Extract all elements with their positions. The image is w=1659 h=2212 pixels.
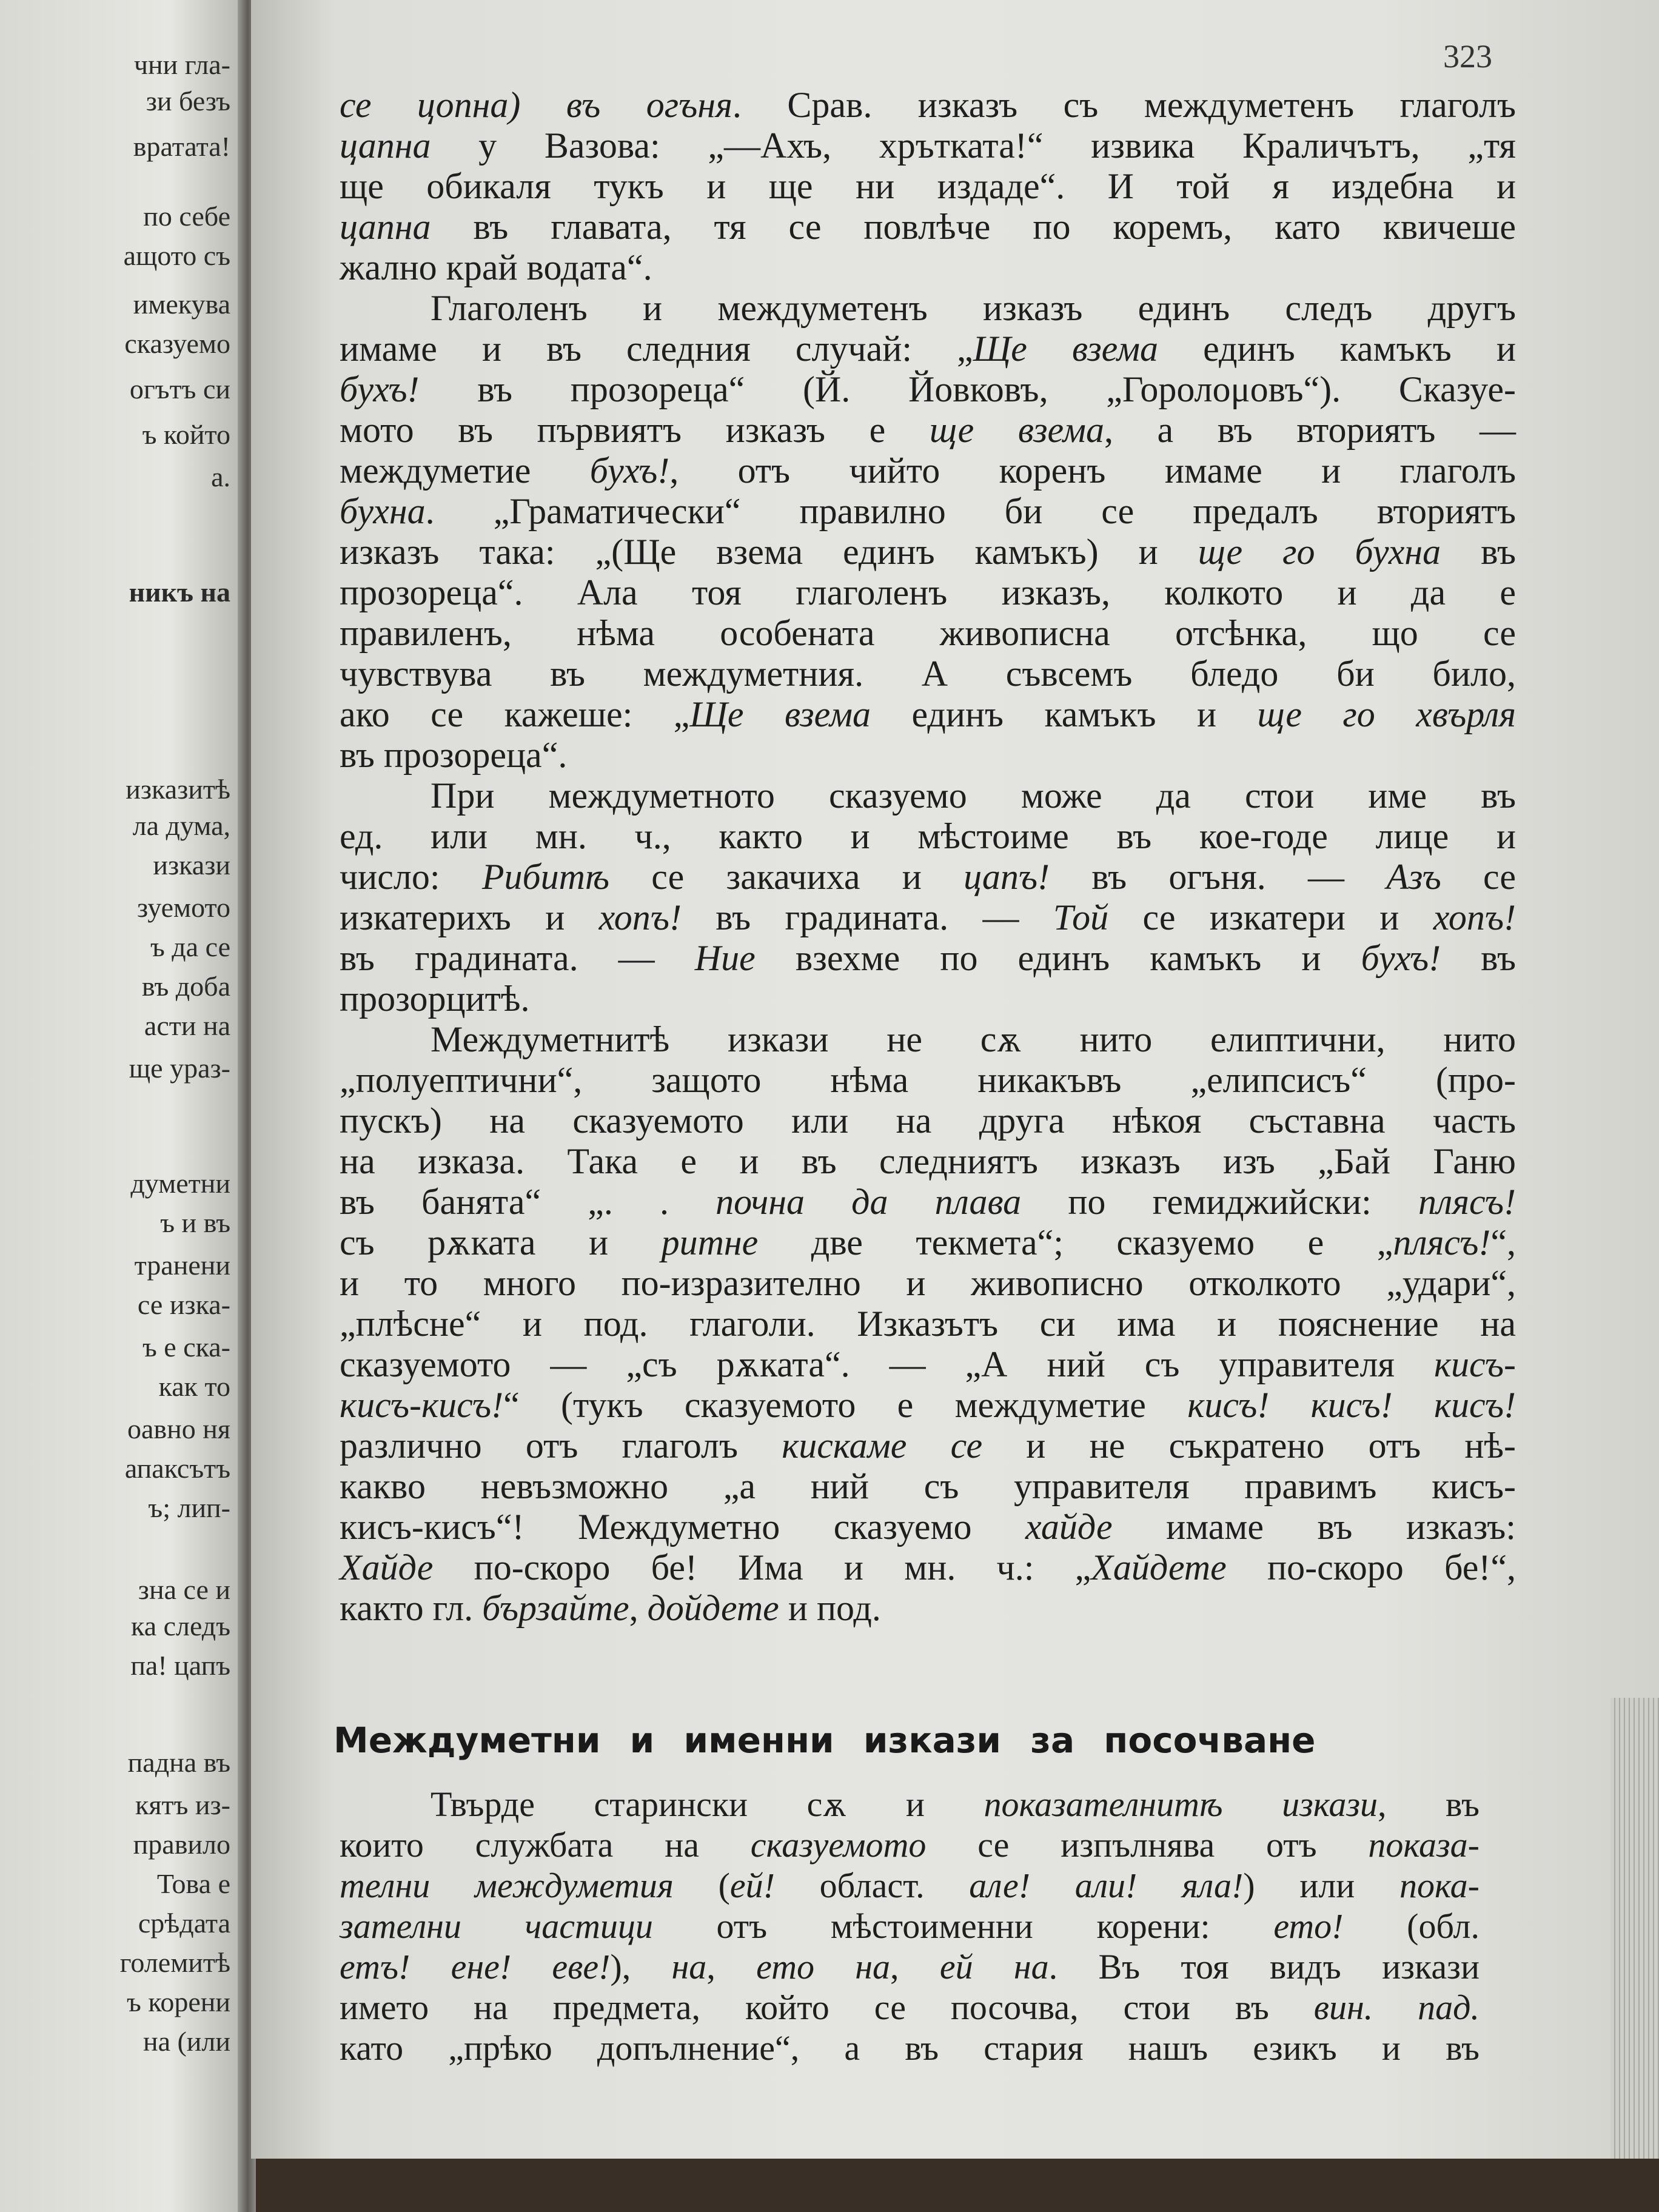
text-line [340,1948,1480,1989]
text-line [340,572,1516,613]
text-segment: кисъ-кисъ“! Междуметно сказуемо [340,1507,1026,1547]
text-segment: прозорцитѣ. [340,979,530,1019]
left-page-line: а. [211,461,230,492]
text-line [340,1101,1516,1141]
text-segment: се изпълнява отъ [926,1825,1369,1865]
text-segment: число: [340,857,482,897]
text-segment: жално край водата“. [340,247,652,287]
italic-segment: бухъ! [1361,938,1441,978]
text-segment: ако се кажеше: „ [340,694,690,734]
left-page-line: правило [133,1829,230,1860]
text-segment: „плѣсне“ и под. глаголи. Изказътъ си има и пояснение на [340,1304,1516,1344]
text-line [340,1786,1480,1826]
text-line [340,816,1516,857]
left-page-line: Това е [156,1868,230,1899]
italic-segment: але! али! яла! [969,1866,1244,1905]
left-page-line: срѣдата [138,1908,230,1939]
text-segment: у Вазова: „—Ахъ, хрътката!“ извика Краличътъ, „тя [431,126,1516,166]
italic-segment: ще взема [929,410,1104,450]
italic-segment: кисъ! кисъ! кисъ! [1187,1385,1516,1425]
text-segment: “ (тукъ сказуемото е междуметие [503,1385,1188,1425]
left-page-line: апаксътъ [124,1453,230,1484]
left-page-line: изказитѣ [126,774,230,805]
text-line [340,1826,1480,1867]
text-segment: „полуептични“, защото нѣма никакъвъ „елипсисъ“ (про- [340,1060,1516,1100]
text-line [340,1426,1516,1466]
text-segment: като „прѣко допълнение“, а въ стария нашъ езикъ и въ [340,2028,1480,2068]
left-page-line: сказуемо [124,328,230,359]
text-segment: въ огъня. — [1050,857,1387,897]
italic-segment: кисъ- [1433,1344,1516,1384]
italic-segment: показа- [1368,1825,1480,1865]
italic-segment: етъ! ене! еве! [340,1947,611,1986]
text-segment: и не съкратено отъ нѣ- [982,1426,1516,1466]
text-line [340,979,1516,1019]
text-line [340,1060,1516,1101]
text-segment: имаме и въ следния случай: „ [340,329,973,369]
text-segment: изказъ така: „(Ще взема единъ камъкъ) и [340,532,1198,572]
italic-segment: Ще взема [689,694,871,734]
text-segment: се изкатери и [1108,897,1433,937]
italic-segment: телни междуметия [340,1866,674,1905]
italic-segment: Ние [694,938,756,978]
section-paragraph [340,1786,1480,2070]
text-segment: междуметие [340,451,590,491]
italic-segment: Той [1053,897,1109,937]
text-line [340,451,1516,491]
italic-segment: показателнитѣ изкази [984,1785,1378,1824]
text-segment: какво невъзможно „а ний съ управителя правимъ кисъ- [340,1466,1516,1506]
text-line [340,1385,1516,1426]
text-segment: на изказа. Така е и въ следниятъ изказъ изъ „Бай Ганю [340,1141,1516,1181]
text-segment: въ главата, тя се повлѣче по коремъ, като квичеше [431,207,1516,247]
text-segment: се [1441,857,1517,897]
text-line [340,1547,1516,1588]
text-segment: При междуметното сказуемо може да стои име въ [431,776,1516,816]
text-line [340,938,1516,979]
text-line [340,1182,1516,1222]
italic-segment: ще го бухна [1198,532,1441,572]
text-line [340,1304,1516,1344]
italic-segment: цапна [340,126,431,166]
italic-segment: хопъ! [598,897,682,937]
left-page-line: транени [134,1250,230,1281]
text-segment: . Въ тоя видъ изкази [1048,1947,1480,1986]
text-segment: ( [673,1866,730,1905]
text-segment: различно отъ глаголъ [340,1426,782,1466]
text-line [340,126,1516,166]
text-segment: името на предмета, който се посочва, стои въ [340,1988,1314,2027]
left-page-line: ащото съ [123,240,230,271]
left-page-line: как то [158,1371,230,1402]
left-page-line: падна въ [127,1747,230,1778]
italic-segment: ритне [661,1222,759,1262]
text-segment: сказуемото — „съ рѫката“. — „А ний съ управителя [340,1344,1434,1384]
italic-segment: зателни частици [340,1906,653,1946]
text-line [340,1263,1516,1304]
text-segment: въ [1441,938,1517,978]
italic-segment: пока- [1399,1866,1480,1905]
left-page-line: чни гла- [133,49,230,80]
left-page-line: кятъ из- [135,1789,230,1820]
text-line [340,288,1516,329]
text-line [340,2029,1480,2070]
italic-segment: кисъ-кисъ! [340,1385,504,1425]
left-page-line: асти на [144,1010,230,1041]
text-segment: “, [1490,1222,1517,1262]
main-paragraphs [340,85,1516,1629]
left-page-line: ъ е ска- [142,1332,230,1362]
text-line [340,1344,1516,1385]
text-segment: . „Граматически“ правилно би се предалъ вториятъ [425,491,1516,531]
italic-segment: на [671,1947,707,1986]
left-page-line: се изка- [137,1289,230,1320]
left-page-line: ла дума, [132,810,230,841]
italic-segment: дойдете [647,1588,779,1628]
left-page-line: имекува [133,289,230,320]
text-segment: . Срав. изказъ съ междуметенъ глаголъ [732,85,1516,125]
text-line [340,329,1516,369]
text-line [340,694,1516,735]
text-segment: , отъ чийто коренъ имаме и глаголъ [669,451,1516,491]
italic-segment: кискаме се [782,1426,983,1466]
text-segment: ще обикаля тукъ и ще ни издаде“. И той я издебна и [340,166,1516,206]
text-line [340,207,1516,247]
italic-segment: ей на [939,1947,1049,1986]
italic-segment: ето на [756,1947,891,1986]
text-segment: , [629,1588,648,1628]
italic-segment: плясъ! [1393,1222,1491,1262]
text-segment: област. [774,1866,970,1905]
left-page-line: зна се и [138,1574,230,1605]
left-page-line: големитѣ [119,1947,230,1978]
text-segment: прозореца“. Ала тоя глаголенъ изказъ, колкото и да е [340,572,1516,612]
text-line [340,776,1516,816]
text-line [340,369,1516,410]
left-page-line: изкази [153,850,230,880]
italic-segment: хайде [1025,1507,1113,1547]
left-page-line: оавно ня [127,1413,230,1444]
text-line [340,410,1516,451]
italic-segment: ей! [729,1866,775,1905]
text-segment: отъ мѣстоименни корени: [652,1906,1274,1946]
italic-segment: Хайде [340,1547,434,1587]
text-segment: имаме въ изказъ: [1112,1507,1516,1547]
text-segment: две текмета“; сказуемо е „ [758,1222,1393,1262]
italic-segment: Рибитѣ [481,857,609,897]
page-edges [1610,1698,1659,2159]
text-segment: ), [610,1947,672,1986]
italic-segment: ето! [1273,1906,1344,1946]
text-segment: ) или [1243,1866,1399,1905]
text-segment: съ рѫката и [340,1222,662,1262]
italic-segment: ще го хвърля [1257,694,1517,734]
left-page-line: зуемото [136,892,230,923]
text-line [340,1908,1480,1948]
italic-segment: Ще взема [973,329,1159,369]
text-segment: въ банята“ „. . [340,1182,716,1222]
text-line [340,897,1516,938]
text-segment: взехме по единъ камъкъ и [755,938,1361,978]
text-line [340,1989,1480,2029]
left-page-line: зи безъ [146,85,230,116]
italic-segment: се цопна) въ огъня [340,85,732,125]
text-segment: въ [1441,532,1516,572]
left-page-line: ъ корени [127,1986,230,2017]
text-line [340,654,1516,694]
text-segment: въ прозореца“. [340,735,568,775]
text-segment: въ градината. — [340,938,695,978]
text-segment: , [706,1947,757,1986]
italic-segment: Хайдете [1091,1547,1227,1587]
text-segment: правиленъ, нѣма особената живописна отсѣнка, що се [340,613,1516,653]
left-page-line: въ доба [141,971,230,1002]
italic-segment: бухна [340,491,426,531]
text-line [340,85,1516,126]
left-page-line: ъ който [142,419,230,450]
text-line [340,532,1516,572]
left-page-line: вратата! [133,131,230,162]
page-number: 323 [1443,38,1492,75]
text-line [340,1867,1480,1908]
text-segment: по-скоро бе!“, [1226,1547,1516,1587]
text-segment: чувствува въ междуметния. А съвсемъ бледо би било, [340,654,1516,694]
left-page-line: ка следъ [131,1610,230,1641]
text-line [340,1588,1516,1629]
text-segment: Междуметнитѣ изкази не сѫ нито елиптични, нито [431,1019,1516,1059]
italic-segment: бухъ! [589,451,670,491]
text-segment: въ градината. — [681,897,1053,937]
text-line [340,247,1516,288]
text-segment: изкатерихъ и [340,897,599,937]
text-segment: се закачиха и [609,857,964,897]
left-page-line: по себе [143,201,230,232]
text-segment: , въ [1378,1785,1480,1824]
left-page-line: па! цапъ [130,1650,230,1681]
text-line [340,1222,1516,1263]
text-segment: единъ камъкъ и [1158,329,1516,369]
left-page-line: ще ураз- [129,1053,230,1084]
italic-segment: вин. пад. [1313,1988,1480,2027]
text-line [340,1141,1516,1182]
italic-segment: бързайте [482,1588,629,1628]
left-page [0,0,243,2212]
left-page-line: думетни [130,1168,230,1199]
text-segment: по-скоро бе! Има и мн. ч.: „ [433,1547,1091,1587]
text-line [340,735,1516,776]
text-line [340,491,1516,532]
italic-segment: цапна [340,207,431,247]
text-line [340,857,1516,897]
italic-segment: хопъ! [1433,897,1516,937]
text-line [340,1019,1516,1060]
italic-segment: Азъ [1386,857,1441,897]
text-segment: , [890,1947,940,1986]
section-heading: Междуметни и именни изкази за посочване [333,1720,1316,1761]
text-segment: , а въ вториятъ — [1104,410,1516,450]
text-segment: въ прозореца“ (Й. Йовковъ, „Горолομовъ“). Сказуе- [419,369,1516,409]
text-segment: Глаголенъ и междуметенъ изказъ единъ следъ другъ [431,288,1516,328]
italic-segment: цапъ! [964,857,1050,897]
left-page-line: огътъ си [129,374,230,404]
text-segment: мото въ първиятъ изказъ е [340,410,930,450]
italic-segment: сказуемото [750,1825,927,1865]
text-line [340,166,1516,207]
left-page-line: ъ да се [150,931,230,962]
text-line [340,1507,1516,1547]
text-line [340,1466,1516,1507]
left-page-line: ъ; лип- [148,1492,230,1523]
text-line [340,613,1516,654]
text-segment: (обл. [1343,1906,1480,1946]
left-page-line: никъ на [129,577,230,608]
left-page-line: ъ и въ [160,1207,230,1238]
text-segment: и то много по-изразително и живописно отколкото „удари“, [340,1263,1516,1303]
left-page-line: на (или [142,2026,230,2057]
italic-segment: плясъ! [1418,1182,1517,1222]
text-segment: Твърде старински сѫ и [431,1785,984,1824]
italic-segment: бухъ! [340,369,420,409]
text-segment: и под. [779,1588,881,1628]
italic-segment: почна да плава [716,1182,1022,1222]
text-segment: единъ камъкъ и [871,694,1258,734]
text-segment: по гемиджийски: [1021,1182,1418,1222]
text-segment: както гл. [340,1588,483,1628]
text-segment: ед. или мн. ч., както и мѣстоиме въ кое-годе лице и [340,816,1516,856]
text-segment: пускъ) на сказуемото или на друга нѣкоя съставна часть [340,1101,1516,1141]
text-segment: които службата на [340,1825,751,1865]
